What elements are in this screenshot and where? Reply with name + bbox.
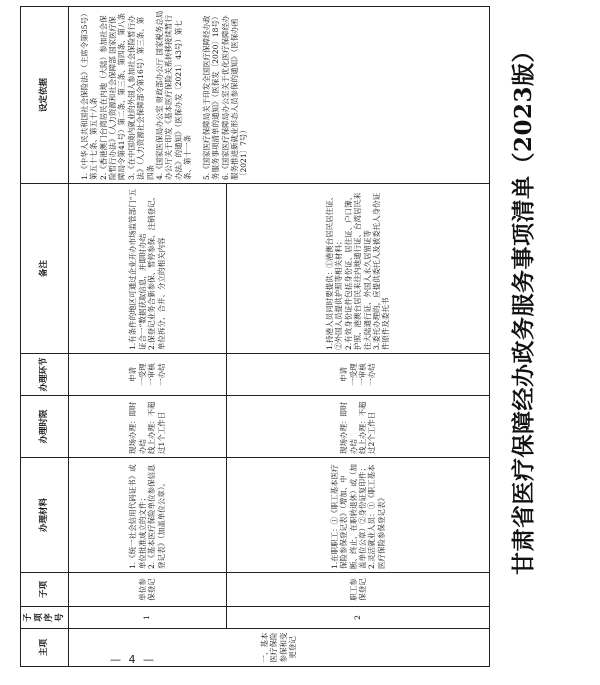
header-basis: 设定依据: [21, 7, 69, 184]
basis-text-2: 5.《国家医疗保障局关于印发全国医疗保障经办政务服务事项清单的通知》（医保发〔2020〕18号） 6.《国家医疗保障局办公室关于优化医疗保障经办服务推进新就业形态人员参保的通知》（医保办函〔2021〕7号）: [201, 12, 249, 180]
page-title: 甘肃省医疗保障经办政务服务事项清单（2023版）: [510, 38, 537, 575]
table-header-row: [21, 7, 69, 667]
sub-no-cell: 2: [226, 607, 489, 629]
process-cell: 申请 一受理 一审核 一办结: [68, 354, 226, 396]
process-cell: 申请 一受理 一审核 一办结: [226, 354, 489, 396]
header-sub-no: 子项序号: [21, 607, 69, 629]
header-main-item: 主项: [21, 629, 69, 667]
header-time-limit: 办理时限: [21, 396, 69, 458]
table-row: [68, 7, 226, 667]
sub-item-cell: 职工参保登记: [226, 573, 489, 607]
header-sub-item: 子项: [21, 573, 69, 607]
time-limit-cell: 现场办理：即时办结 线上办理：不超过1个工作日: [68, 396, 226, 458]
time-limit-cell: 现场办理：即时办结 线上办理：不超过2个工作日: [226, 396, 489, 458]
remarks-cell: 1.持港人员同时要提供：①港澳台居民居住证、②外国人员提供护照等相关材料； 2.有效身份证件包括身份证、居住证、户口簿、护照、港澳台居民来往内地通行证、台湾居民来往大陆通行证、外国人永久居留证等 3.委托办理的，应提供委托人及被委托人身份证件原件及委托书: [226, 184, 489, 354]
basis-cell: [68, 7, 490, 184]
header-process: 办理环节: [21, 354, 69, 396]
service-list-table: [20, 6, 490, 667]
sub-no-cell: 1: [68, 607, 226, 629]
basis-text-1: 1.《中华人民共和国社会保险法》（主席令第35号）第五十七条、第五十八条 2.《香港澳门台湾居民在内地（大陆）参加社会保险暂行办法》（人力资源和社会保障部 国家医疗保障局令第41号）第二条、第三条、第四条、第八条 3.《在中国境内就业的外国人参加社会保险暂行办法》（人力资源社会保障部令第16号）第三条、第四条 4.《国家医保局办公室 财政部办公厅 国家税务总局办公厅关于印发《基本医疗保险关系转移接续暂行办法》的通知》（医保办发〔2021〕43号）第七条、第十一条: [79, 10, 192, 180]
materials-cell: 1.在职职工：①《职工基本医疗保险参保登记表》（增加、中断、终止、在职转退休）或（加盖单位公章）②身份证复印件； 2.灵活就业人员：①《职工基本医疗保险参保登记表》: [226, 458, 489, 573]
sub-item-cell: 单位参保登记: [68, 573, 226, 607]
main-item-cell: 一、基本医疗保险参保和变更登记: [68, 629, 490, 667]
header-materials: 办理材料: [21, 458, 69, 573]
materials-cell: 1.《统一社会信用代码证书》或单位批准成立的文件； 2.《基本医疗保险单位参保信息登记表》（加盖单位公章）。: [68, 458, 226, 573]
header-remarks: 备注: [21, 184, 69, 354]
page-number: — 4 —: [110, 653, 156, 666]
remarks-cell: 1.有条件的地区可通过企业开办市场监管部门“五证合一”数据获取信息，并即时办结 2.保登记业务合新参保、暂停参保、注销登记、单位拆分、合并、分立的相关内容: [68, 184, 226, 354]
